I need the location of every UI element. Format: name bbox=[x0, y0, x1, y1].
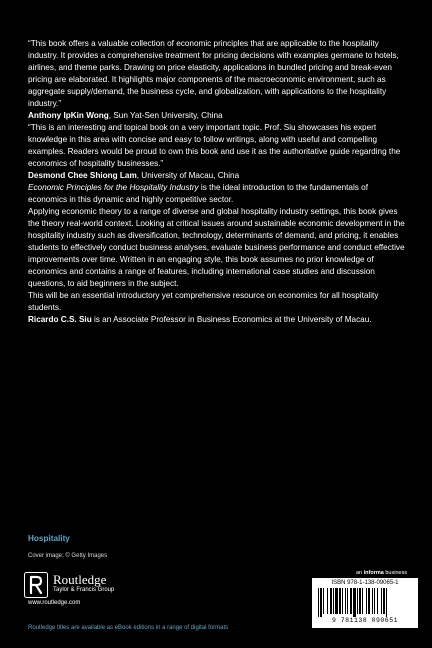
back-cover-text bbox=[28, 38, 408, 326]
publisher-logo bbox=[24, 572, 164, 602]
barcode-icon bbox=[318, 588, 412, 617]
barcode-panel bbox=[312, 578, 418, 628]
endorsement-attribution-2 bbox=[28, 170, 408, 182]
description-intro bbox=[28, 182, 408, 206]
author-bio-text: is an Associate Professor in Business Economics at the University of Macau. bbox=[91, 315, 372, 324]
subject-category: Hospitality bbox=[28, 534, 70, 543]
endorser-affiliation-2: , University of Macau, China bbox=[136, 171, 240, 180]
description-body: Applying economic theory to a range of diverse and global hospitality industry settings, this book gives the theory real-world context. Looking at critical issues around sustainable economic development in the hospitality industry such as diversification, technology, determinants of demand, and pricing, it enables students to effectively conduct business analyses, evaluate business performance and conduct effective improvements over time. Written in an engaging style, this book assumes no prior knowledge of economics and contains a range of features, including international case studies and discussion questions, to aid beginners in the subject. bbox=[28, 207, 405, 288]
endorsement-quote-2: “This is an interesting and topical book on a very important topic. Prof. Siu showcases his expert knowledge in this area with concise and easy to follow writings, along with useful and compelling examples. Readers would be proud to own this book and use it as the authoritative guide regarding the economics of hospitality businesses.” bbox=[28, 123, 401, 168]
cover-image-credit: Cover image: © Getty Images bbox=[28, 553, 108, 559]
informa-suffix: business bbox=[383, 570, 408, 576]
author-name: Ricardo C.S. Siu bbox=[28, 315, 92, 324]
publisher-name: Routledge bbox=[53, 572, 107, 587]
endorser-name-2: Desmond Chee Shiong Lam bbox=[28, 171, 137, 180]
barcode-digits: 9 781138 090651 bbox=[331, 617, 398, 624]
intro-rest: is the ideal introduction to the fundamentals of economics in this dynamic and highly competitive sector. bbox=[28, 183, 368, 204]
book-title: Economic Principles for the Hospitality Industry bbox=[28, 183, 199, 192]
endorser-name-1: Anthony IpKin Wong bbox=[28, 111, 109, 120]
informa-prefix: an bbox=[356, 570, 364, 576]
isbn-text: ISBN 978-1-138-09065-1 bbox=[331, 580, 399, 586]
publisher-group: Taylor & Francis Group bbox=[53, 587, 115, 593]
endorser-affiliation-1: , Sun Yat-Sen University, China bbox=[108, 111, 223, 120]
informa-word: informa bbox=[363, 570, 384, 576]
publisher-url[interactable]: www.routledge.com bbox=[28, 600, 81, 606]
description-closing: This will be an essential introductory yet comprehensive resource on economics for all hospitality students. bbox=[28, 291, 379, 312]
ebook-availability-note: Routledge titles are available as eBook editions in a range of digital formats bbox=[28, 625, 229, 631]
endorsement-attribution-1 bbox=[28, 110, 408, 122]
endorsement-quote-1: “This book offers a valuable collection of economic principles that are applicable to the hospitality industry. It provides a comprehensive treatment for pricing decisions with examples germane to hotels, airlines, and theme parks. Drawing on price elasticity, applications in bundled pricing and break-even pricing are elaborated. It highlights major components of the macroeconomic environment, such as aggregate supply/demand, the business cycle, and globalization, with applications to the hospitality industry.” bbox=[28, 39, 399, 108]
informa-business-note bbox=[356, 570, 407, 576]
author-bio bbox=[28, 314, 408, 326]
routledge-logo-icon bbox=[24, 572, 48, 598]
